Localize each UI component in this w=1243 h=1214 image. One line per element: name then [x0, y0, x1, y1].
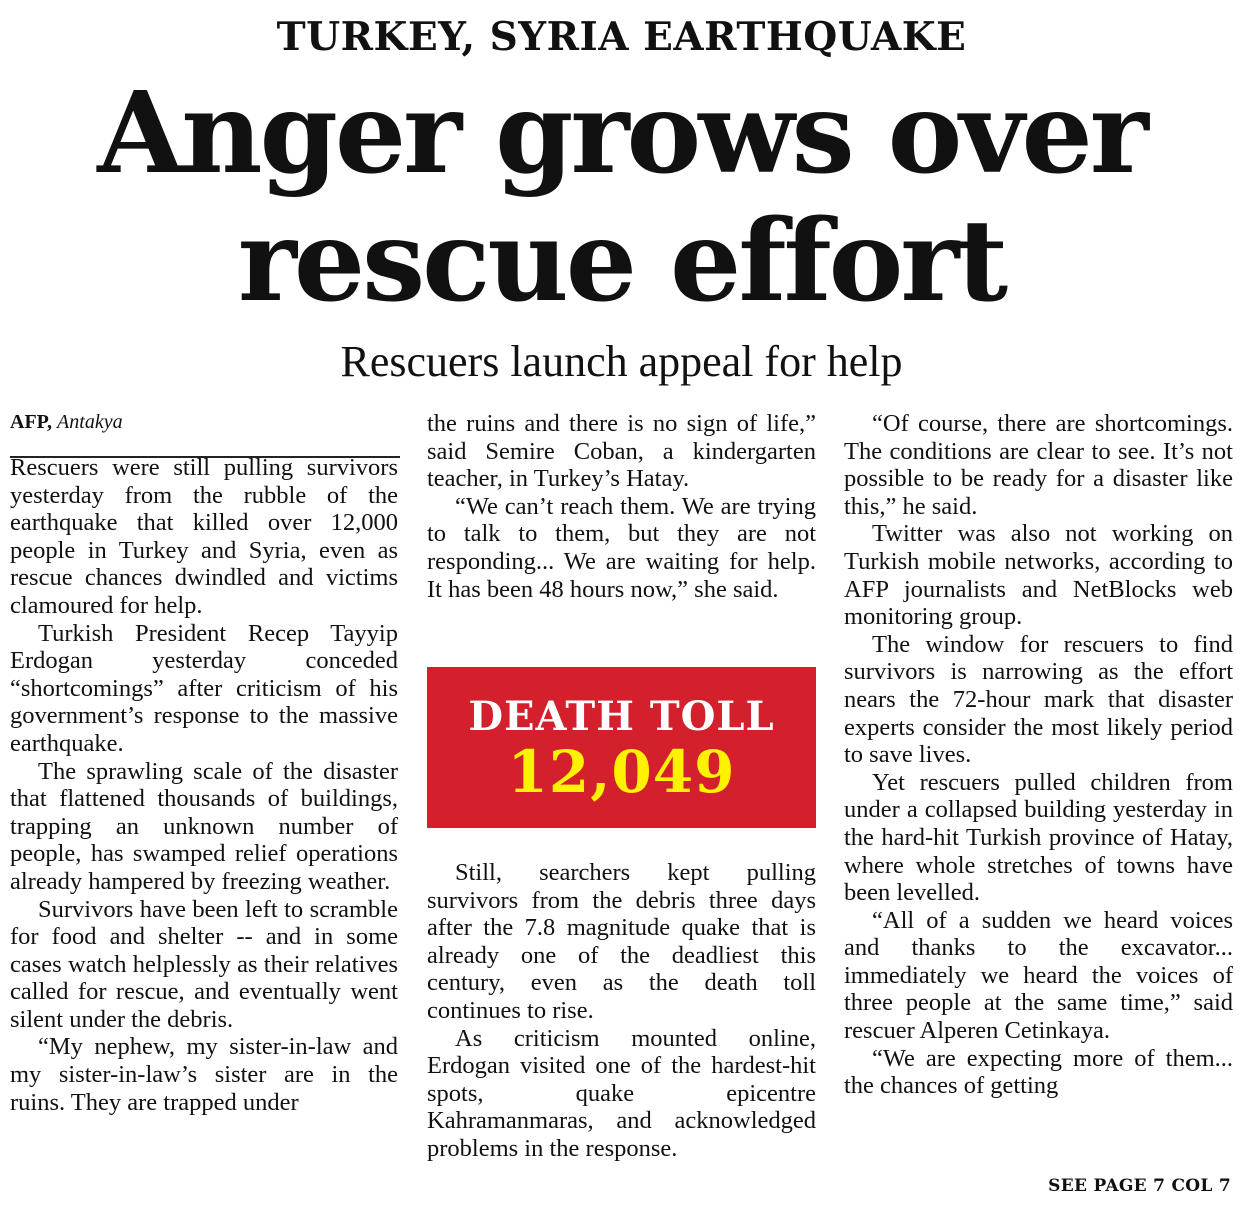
death-toll-label: DEATH TOLL [468, 693, 775, 740]
paragraph: “We can’t reach them. We are trying to talk to them, but they are not responding... We are waiting for help. It has been 48 hours now,” she said. [427, 492, 816, 603]
paragraph: “My nephew, my sister-in-law and my sister-in-law’s sister are in the ruins. They are trapped under [10, 1033, 398, 1116]
death-toll-box [427, 667, 816, 828]
subhead: Rescuers launch appeal for help [340, 337, 903, 386]
byline-agency: AFP, [10, 411, 53, 433]
death-toll-value: 12,049 [507, 738, 736, 806]
byline-place: Antakya [57, 411, 123, 433]
article-column-3 [844, 410, 1233, 1100]
paragraph: The window for rescuers to find survivors is narrowing as the effort nears the 72-hour mark that disaster experts consider the most likely period to save lives. [844, 630, 1233, 769]
paragraph: “We are expecting more of them... the chances of getting [844, 1044, 1233, 1100]
paragraph: “All of a sudden we heard voices and thanks to the excavator... immediately we heard the voices of three people at the same time,” said rescuer Alperen Cetinkaya. [844, 906, 1233, 1045]
kicker: TURKEY, SYRIA EARTHQUAKE [276, 14, 967, 60]
headline-line-1: Anger grows over [97, 68, 1146, 199]
paragraph: the ruins and there is no sign of life,” said Semire Coban, a kindergarten teacher, in Turkey’s Hatay. [427, 410, 816, 493]
continuation-jump-line: SEE PAGE 7 COL 7 [1048, 1176, 1231, 1196]
byline [10, 410, 398, 434]
paragraph: As criticism mounted online, Erdogan visited one of the hardest-hit spots, quake epicentre Kahramanmaras, and acknowledged problems in the response. [427, 1024, 816, 1162]
paragraph: Turkish President Recep Tayyip Erdogan yesterday conceded “shortcomings” after criticism of his government’s response to the massive earthquake. [10, 619, 398, 757]
paragraph: Rescuers were still pulling survivors yesterday from the rubble of the earthquake that killed over 12,000 people in Turkey and Syria, even as rescue chances dwindled and victims clamoured for help. [10, 454, 398, 619]
article-column-2-top [427, 410, 816, 603]
paragraph: Yet rescuers pulled children from under a collapsed building yesterday in the hard-hit Turkish province of Hatay, where whole stretches of towns have been levelled. [844, 768, 1233, 907]
paragraph: Twitter was also not working on Turkish mobile networks, according to AFP journalists and NetBlocks web monitoring group. [844, 520, 1233, 631]
article-column-2-bottom [427, 859, 816, 1163]
headline-line-2: rescue effort [237, 196, 1006, 327]
byline-divider [10, 456, 400, 458]
paragraph: “Of course, there are shortcomings. The conditions are clear to see. It’s not possible to be ready for a disaster like this,” he said. [844, 410, 1233, 520]
paragraph: The sprawling scale of the disaster that flattened thousands of buildings, trapping an unknown number of people, has swamped relief operations already hampered by freezing weather. [10, 757, 398, 895]
paragraph: Still, searchers kept pulling survivors from the debris three days after the 7.8 magnitude quake that is already one of the deadliest this century, even as the death toll continues to rise. [427, 859, 816, 1024]
paragraph: Survivors have been left to scramble for food and shelter -- and in some cases watch helplessly as their relatives called for rescue, and eventually went silent under the debris. [10, 895, 398, 1033]
headline [0, 70, 1243, 326]
article-column-1 [10, 410, 398, 1116]
